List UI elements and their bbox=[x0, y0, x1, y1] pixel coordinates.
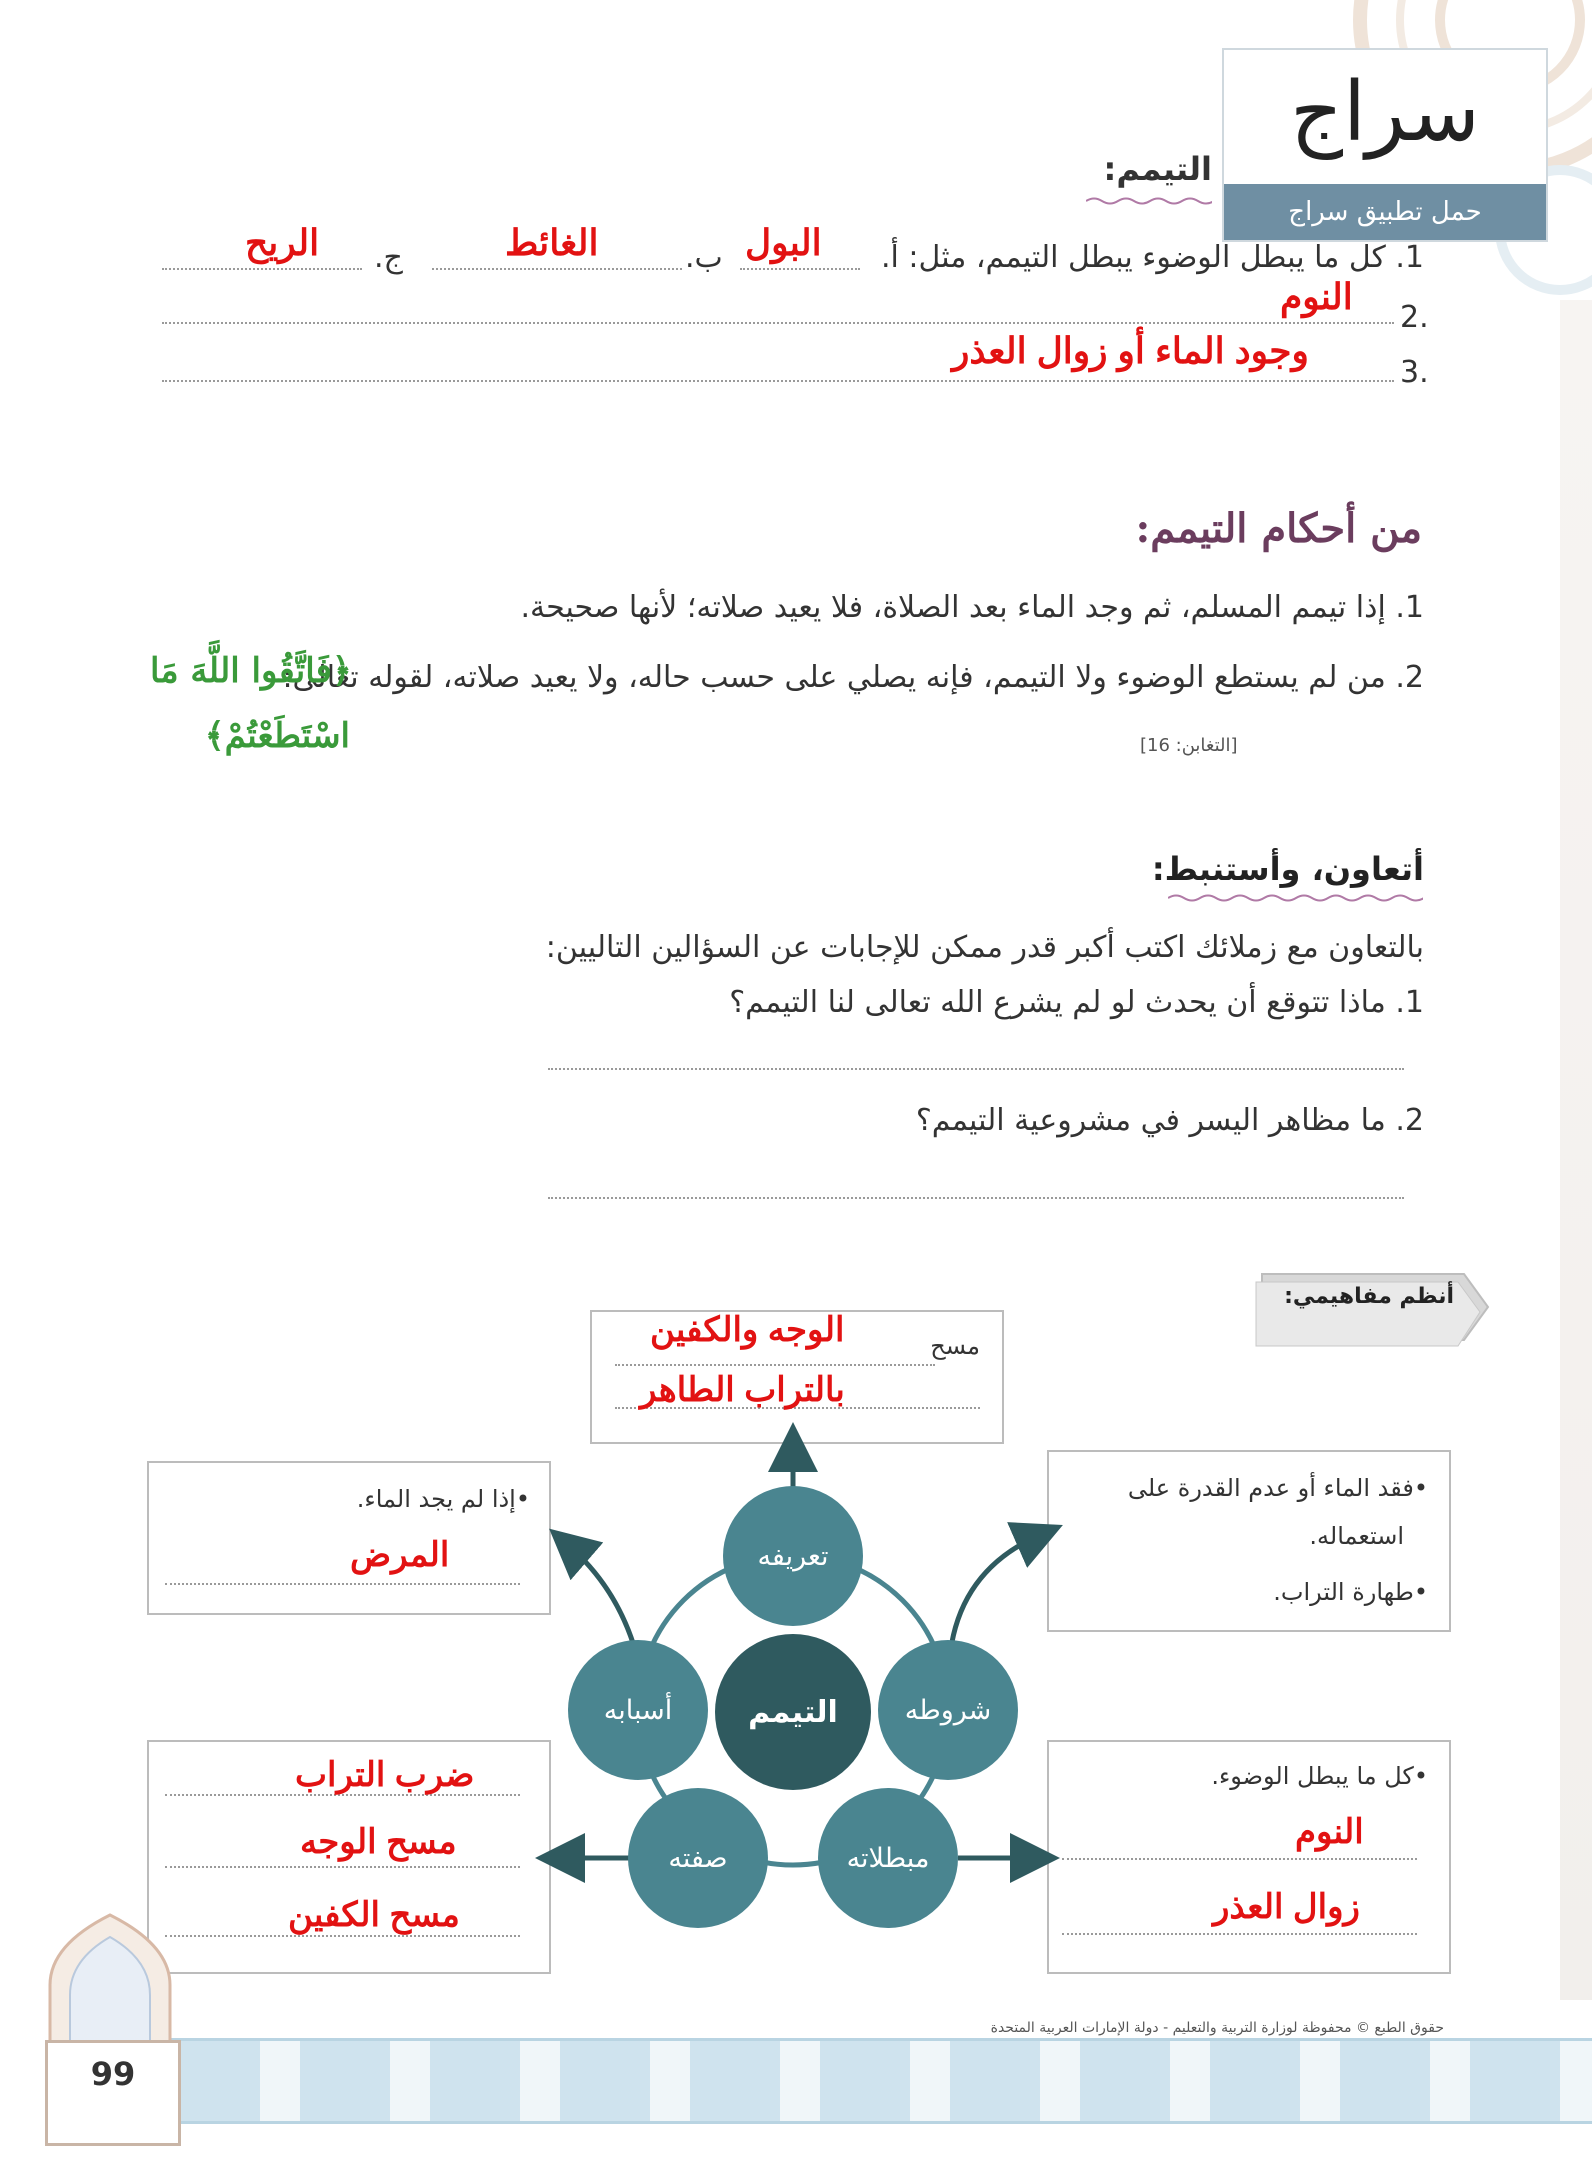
arrow-conditions bbox=[950, 1535, 1040, 1655]
answer-b: الغائط bbox=[505, 222, 599, 263]
footer-border bbox=[170, 2038, 1592, 2124]
node-invalidators: مبطلاته bbox=[818, 1788, 958, 1928]
node-center: التيمم bbox=[715, 1634, 871, 1790]
invalidators-answer-1: النوم bbox=[1295, 1813, 1364, 1851]
invalidators-answer-2: زوال العذر bbox=[1213, 1888, 1360, 1926]
q1-text: 1. كل ما يبطل الوضوء يبطل التيمم، مثل: أ. bbox=[880, 240, 1424, 275]
page-corner-ornament bbox=[30, 1905, 190, 2050]
conditions-bullet-2: •طهارة التراب. bbox=[1273, 1578, 1428, 1606]
section1-heading: التيمم: bbox=[1103, 150, 1212, 188]
answer-q3: وجود الماء أو زوال العذر bbox=[952, 330, 1309, 371]
ruling-item-1: 1. إذا تيمم المسلم، ثم وجد الماء بعد الصلاة، فلا يعيد صلاته؛ لأنها صحيحة. bbox=[520, 590, 1424, 625]
q2-number: .2 bbox=[1400, 300, 1429, 335]
definition-answer-1: الوجه والكفين bbox=[650, 1311, 845, 1349]
answer-q2: النوم bbox=[1280, 276, 1353, 317]
node-causes: أسبابه bbox=[568, 1640, 708, 1780]
concept-map-tab-label: أنظم مفاهيمي: bbox=[1284, 1284, 1454, 1309]
answer-c: الريح bbox=[245, 222, 320, 263]
method-answer-1: ضرب التراب bbox=[295, 1756, 475, 1794]
logo-subtitle: حمل تطبيق سراج bbox=[1224, 184, 1546, 240]
q1-c-label: ج. bbox=[374, 240, 403, 275]
cooperate-q2: 2. ما مظاهر اليسر في مشروعية التيمم؟ bbox=[915, 1103, 1424, 1138]
method-answer-2: مسح الوجه bbox=[300, 1823, 457, 1861]
ruling-item-2: 2. من لم يستطع الوضوء ولا التيمم، فإنه يصلي على حسب حاله، ولا يعيد صلاته، لقوله تعالى: bbox=[282, 660, 1424, 695]
definition-answer-2: بالتراب الطاهر bbox=[640, 1371, 845, 1409]
logo-title: سراج bbox=[1290, 65, 1480, 160]
cooperate-intro: بالتعاون مع زملائك اكتب أكبر قدر ممكن للإجابات عن السؤالين التاليين: bbox=[545, 930, 1424, 965]
rulings-heading: من أحكام التيمم: bbox=[1135, 505, 1422, 552]
node-definition: تعريفه bbox=[723, 1486, 863, 1626]
cooperate-heading: أتعاون، وأستنبط: bbox=[1151, 850, 1424, 888]
cooperate-q1: 1. ماذا تتوقع أن يحدث لو لم يشرع الله تعالى لنا التيمم؟ bbox=[729, 985, 1424, 1020]
definition-prefix: مسح bbox=[930, 1332, 980, 1360]
quran-verse-part1: ﴿فَاتَّقُوا اللَّهَ مَا bbox=[150, 651, 352, 691]
conditions-bullet-1-line-1: •فقد الماء أو عدم القدرة على bbox=[1127, 1474, 1428, 1502]
node-conditions: شروطه bbox=[878, 1640, 1018, 1780]
conditions-bullet-1-line-2: استعماله. bbox=[1309, 1522, 1404, 1550]
causes-bullet-1: •إذا لم يجد الماء. bbox=[356, 1485, 530, 1513]
node-method: صفته bbox=[628, 1788, 768, 1928]
invalidators-bullet-1: •كل ما يبطل الوضوء. bbox=[1211, 1762, 1428, 1790]
quran-verse-part2: اسْتَطَعْتُمْ﴾ bbox=[204, 716, 350, 756]
page-number-box bbox=[45, 2040, 181, 2146]
footer-copyright: حقوق الطبع © محفوظة لوزارة التربية والتعليم - دولة الإمارات العربية المتحدة bbox=[990, 2020, 1444, 2036]
page-number: 99 bbox=[90, 2055, 136, 2093]
answer-a: البول bbox=[745, 222, 822, 263]
quran-citation: [التغابن: 16] bbox=[1140, 735, 1238, 756]
q1-b-label: ب. bbox=[685, 240, 723, 275]
q3-number: .3 bbox=[1400, 355, 1429, 390]
causes-answer: المرض bbox=[350, 1536, 450, 1574]
method-answer-3: مسح الكفين bbox=[288, 1896, 460, 1934]
